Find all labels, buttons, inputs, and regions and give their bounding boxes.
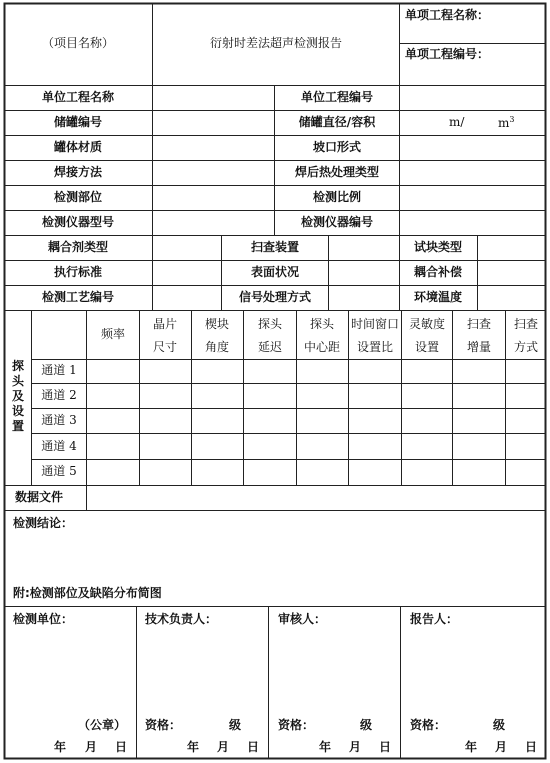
- coupling-comp-label: 耦合补偿: [413, 265, 463, 279]
- header-scan-increment-1: 扫查: [466, 317, 492, 331]
- volume-unit-m: m/: [449, 115, 465, 129]
- header-scan-mode-2: 方式: [513, 340, 539, 354]
- channel-2: 通道 2: [41, 388, 77, 402]
- date-month-reporter: 月: [495, 740, 508, 754]
- standard-label: 执行标准: [53, 265, 103, 279]
- channel-1: 通道 1: [41, 363, 77, 377]
- header-pcs-2: 中心距: [303, 340, 341, 354]
- date-month-reviewer: 月: [349, 740, 362, 754]
- env-temp-label: 环境温度: [413, 290, 463, 304]
- reviewer-label: 审核人：: [278, 612, 327, 626]
- qualification-tech: 资格：: [145, 718, 182, 732]
- qualification-reporter: 资格：: [410, 718, 447, 732]
- groove-form-label: 坡口形式: [312, 140, 362, 154]
- scan-device-label: 扫查装置: [250, 240, 300, 254]
- instrument-model-label: 检测仪器型号: [41, 215, 115, 229]
- project-name: （项目名称）: [41, 36, 115, 50]
- couplant-type-label: 耦合剂类型: [47, 240, 109, 254]
- date-year-unit: 年: [54, 740, 67, 754]
- date-year-tech: 年: [187, 740, 200, 754]
- header-scan-increment-2: 增量: [466, 340, 492, 354]
- tank-dia-vol-label: 储罐直径/容积: [298, 115, 376, 129]
- qualification-reviewer: 资格：: [278, 718, 315, 732]
- data-file-label: 数据文件: [15, 490, 64, 504]
- report-title: 衍射时差法超声检测报告: [209, 36, 343, 50]
- grade-tech: 级: [229, 718, 242, 732]
- pwht-type-label: 焊后热处理类型: [294, 165, 380, 179]
- date-year-reporter: 年: [465, 740, 478, 754]
- tank-no-label: 储罐编号: [53, 115, 103, 129]
- signal-processing-label: 信号处理方式: [238, 290, 312, 304]
- inspect-ratio-label: 检测比例: [312, 190, 362, 204]
- inspect-part-label: 检测部位: [53, 190, 103, 204]
- date-day-reporter: 日: [525, 740, 538, 754]
- process-no-label: 检测工艺编号: [41, 290, 115, 304]
- date-month-tech: 月: [217, 740, 230, 754]
- surface-condition-label: 表面状况: [250, 265, 300, 279]
- volume-unit-m3: $m^3$: [498, 115, 515, 130]
- sub-project-name-label: 单项工程名称：: [405, 8, 490, 22]
- header-time-window-2: 设置比: [356, 340, 394, 354]
- test-block-type-label: 试块类型: [413, 240, 463, 254]
- header-crystal-size-1: 晶片: [152, 317, 178, 331]
- header-wedge-angle-1: 楔块: [204, 317, 230, 331]
- header-probe-delay-1: 探头: [257, 317, 283, 331]
- probe-group-label: 探 头 及 设 置: [11, 359, 24, 433]
- official-seal: （公章）: [78, 718, 127, 732]
- header-time-window-1: 时间窗口: [350, 317, 400, 331]
- reporter-label: 报告人：: [410, 612, 459, 626]
- channel-5: 通道 5: [41, 464, 77, 478]
- date-year-reviewer: 年: [319, 740, 332, 754]
- unit-project-no-label: 单位工程编号: [300, 90, 374, 104]
- header-sensitivity-1: 灵敏度: [408, 317, 446, 331]
- header-probe-delay-2: 延迟: [257, 340, 283, 354]
- header-crystal-size-2: 尺寸: [152, 340, 178, 354]
- unit-project-name-label: 单位工程名称: [41, 90, 115, 104]
- date-day-reviewer: 日: [379, 740, 392, 754]
- weld-method-label: 焊接方法: [53, 165, 103, 179]
- conclusion-label: 检测结论：: [13, 516, 74, 530]
- header-pcs-1: 探头: [309, 317, 335, 331]
- date-day-unit: 日: [115, 740, 128, 754]
- grade-reviewer: 级: [360, 718, 373, 732]
- header-wedge-angle-2: 角度: [204, 340, 230, 354]
- header-scan-mode-1: 扫查: [513, 317, 539, 331]
- header-sensitivity-2: 设置: [414, 340, 440, 354]
- sub-project-no-label: 单项工程编号：: [405, 47, 490, 61]
- appendix-label: 附:检测部位及缺陷分布简图: [13, 586, 162, 600]
- instrument-no-label: 检测仪器编号: [300, 215, 374, 229]
- channel-4: 通道 4: [41, 439, 77, 453]
- tech-lead-label: 技术负责人：: [145, 612, 218, 626]
- channel-3: 通道 3: [41, 413, 77, 427]
- inspection-unit-label: 检测单位：: [13, 612, 74, 626]
- date-month-unit: 月: [85, 740, 98, 754]
- tank-material-label: 罐体材质: [53, 140, 103, 154]
- grade-reporter: 级: [493, 718, 506, 732]
- date-day-tech: 日: [247, 740, 260, 754]
- header-frequency: 频率: [100, 327, 126, 341]
